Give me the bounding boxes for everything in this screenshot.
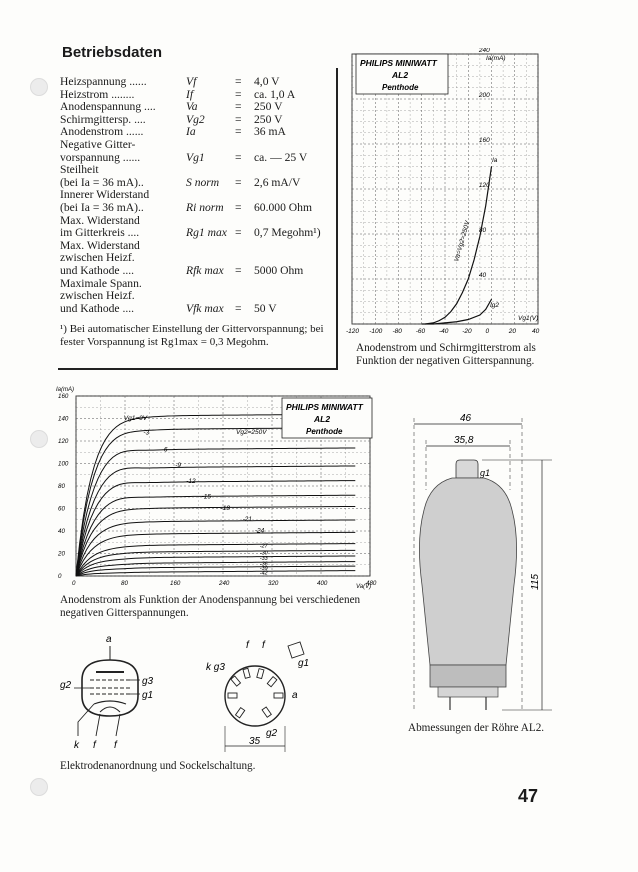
- chart2-series-label: -27: [259, 543, 268, 550]
- data-symbol: If: [186, 87, 194, 101]
- chart-anode-vs-grid: [340, 48, 540, 344]
- chart2-series-6: [76, 506, 355, 576]
- data-value: ca. 1,0 A: [254, 87, 296, 101]
- page-number: 47: [518, 786, 539, 806]
- data-label: Negative Gitter-: [60, 138, 136, 151]
- data-label: Max. Widerstand: [60, 238, 140, 252]
- chart1-brand: PHILIPS MINIWATT: [360, 58, 437, 68]
- chart2-brand: PHILIPS MINIWATT: [286, 402, 363, 412]
- chart2-xtick: 400: [317, 580, 328, 587]
- data-value: 250 V: [254, 100, 283, 114]
- electrode-arrangement-symbol: [60, 632, 160, 752]
- chart2-ytick: 100: [58, 460, 69, 468]
- socket-circle: [225, 666, 285, 726]
- punch-hole-middle: [30, 430, 48, 448]
- data-label: und Kathode ....: [60, 264, 135, 277]
- socket-f2-label: f: [262, 640, 265, 651]
- width1-label: 46: [460, 413, 472, 424]
- chart2-series-label: -6: [161, 446, 168, 454]
- chart1-point: [468, 319, 469, 320]
- electrode-k-label: k: [74, 740, 79, 751]
- data-label: Schirmgittersp. ....: [60, 112, 146, 126]
- data-label: Maximale Spann.: [60, 276, 142, 290]
- data-equals: =: [235, 75, 242, 88]
- electrodes-caption: Elektrodenanordnung und Sockelschaltung.: [60, 760, 256, 772]
- data-symbol: Vfk max: [186, 301, 224, 315]
- data-symbol: Vf: [186, 75, 197, 88]
- data-value: 0,7 Megohm¹): [254, 226, 321, 240]
- chart2-xtick: 320: [268, 580, 279, 587]
- chart2-ytick: 80: [58, 483, 65, 490]
- chart1-xtick: 40: [532, 328, 540, 335]
- data-label: Anodenspannung ....: [60, 100, 156, 114]
- height-label: 115: [530, 574, 541, 590]
- socket-g2-label: g2: [266, 728, 278, 739]
- data-equals: =: [235, 125, 242, 139]
- chart1-xtick: -60: [415, 328, 426, 335]
- chart1-grid: [352, 54, 538, 324]
- chart2-series-label: -21: [242, 516, 253, 523]
- chart1-xtick: -100: [369, 328, 383, 335]
- chart2-series-label: -15: [201, 493, 211, 501]
- data-equals: =: [235, 175, 242, 189]
- electrode-f2-label: f: [114, 740, 117, 751]
- chart1-point: [433, 323, 434, 324]
- top-cap-pin: [456, 460, 478, 478]
- chart1-point: [456, 303, 457, 304]
- chart1-point: [485, 206, 486, 207]
- socket-diagram: [200, 636, 320, 752]
- chart2-series-label: -42: [259, 570, 268, 577]
- tube-dimension-drawing: [402, 410, 562, 720]
- chart1-xtick: -20: [462, 328, 472, 335]
- dimensions-caption: Abmessungen der Röhre AL2.: [408, 722, 545, 734]
- chart1-point: [491, 166, 492, 167]
- chart1-point: [456, 321, 457, 322]
- chart1-ytick: 240: [478, 48, 490, 54]
- chart1-curve-ig2-label: Ig2: [490, 302, 500, 309]
- data-value: 50 V: [254, 301, 277, 315]
- data-equals: =: [235, 264, 242, 277]
- chart2-xtick: 160: [170, 580, 181, 587]
- chart2-series-label: -24: [254, 527, 265, 535]
- data-label: zwischen Heizf.: [60, 289, 135, 303]
- data-equals: =: [235, 226, 242, 240]
- chart2-note: Vg2=250V: [236, 429, 267, 436]
- data-symbol: Vg1: [186, 150, 205, 164]
- electrode-f1-label: f: [93, 740, 96, 751]
- data-label: vorspannung ......: [60, 150, 141, 164]
- electrode-g1-label: g1: [142, 690, 154, 701]
- socket-a-label: a: [292, 690, 298, 701]
- data-label: Max. Widerstand: [60, 213, 140, 227]
- chart1-point: [450, 311, 451, 312]
- chart1-ytick: 200: [478, 92, 490, 99]
- socket-f1-label: f: [246, 640, 249, 651]
- chart1-ylabel: Ia(mA): [486, 55, 506, 62]
- data-equals: =: [235, 150, 242, 164]
- chart1-xtick: -80: [392, 328, 402, 335]
- chart1-point: [480, 236, 481, 237]
- footnote: ¹) Bei automatischer Einstellung der Gittervorspannung; bei fester Vorspannung ist Rg1max = 0,3 Megohm.: [60, 323, 324, 348]
- chart2-xtick: 80: [121, 580, 128, 587]
- socket-dim-label: 35: [249, 736, 261, 747]
- chart1-tube: AL2: [392, 70, 409, 80]
- chart2-xtick: 240: [219, 580, 230, 587]
- data-label: und Kathode ....: [60, 301, 135, 315]
- data-symbol: Ia: [186, 125, 196, 139]
- data-label: (bei Ia = 36 mA)..: [60, 175, 144, 189]
- chart2-ytick: 120: [58, 438, 69, 445]
- data-equals: =: [235, 112, 242, 126]
- electrode-a-label: a: [106, 634, 112, 645]
- chart2-caption: Anodenstrom als Funktion der Anodenspannung bei verschiedenen negativen Gitterspannungen.: [60, 594, 361, 619]
- operating-data-table: [58, 68, 338, 370]
- chart1-xtick: -40: [439, 328, 449, 335]
- data-label: (bei Ia = 36 mA)..: [60, 201, 144, 214]
- data-value: 250 V: [254, 112, 283, 126]
- data-value: ca. — 25 V: [254, 150, 308, 164]
- data-label: Heizstrom ........: [60, 87, 135, 101]
- chart1-ytick: 120: [478, 182, 490, 189]
- data-symbol: Ri norm: [186, 201, 224, 214]
- electrode-g3-label: g3: [142, 676, 154, 687]
- chart1-point: [421, 324, 422, 325]
- pin-label: g1: [480, 468, 491, 478]
- chart1-point: [480, 315, 481, 316]
- chart2-series-14: [76, 571, 355, 576]
- chart1-point: [445, 317, 446, 318]
- data-label: Heizspannung ......: [60, 75, 147, 88]
- chart2-ytick: 20: [58, 550, 65, 558]
- chart2-series-label: -12: [186, 477, 196, 485]
- data-symbol: Rfk max: [186, 264, 224, 277]
- chart1-xtick: -120: [346, 328, 360, 335]
- chart2-tube: AL2: [314, 414, 331, 424]
- socket-g1-cap: [288, 642, 304, 658]
- data-symbol: Rg1 max: [186, 226, 227, 240]
- punch-hole-bottom: [30, 778, 48, 796]
- chart1-point: [433, 324, 434, 325]
- chart2-series-label: -18: [220, 504, 230, 512]
- data-equals: =: [235, 100, 242, 114]
- chart2-ytick: 60: [58, 505, 65, 513]
- chart1-point: [485, 309, 486, 310]
- chart2-series-10: [76, 550, 355, 576]
- chart2-xlabel: Va(V): [356, 584, 372, 590]
- data-label: Anodenstrom ......: [60, 125, 144, 139]
- chart1-point: [491, 299, 492, 300]
- chart2-ylabel: Ia(mA): [56, 387, 74, 393]
- data-equals: =: [235, 201, 242, 214]
- chart1-caption: Anodenstrom und Schirmgitterstrom als Funktion der negativen Gitterspannung.: [356, 342, 536, 367]
- data-symbol: Va: [186, 100, 198, 114]
- data-symbol: S norm: [186, 175, 220, 189]
- chart1-xlabel: Vg1(V): [518, 315, 539, 322]
- chart1-xtick: 0: [485, 328, 490, 335]
- chart2-ytick: 160: [58, 393, 69, 400]
- chart1-xtick: 20: [508, 328, 516, 335]
- chart1-point: [462, 292, 463, 293]
- socket-g1-label: g1: [298, 658, 310, 669]
- chart2-xtick: 0: [72, 580, 76, 587]
- chart2-ytick: 140: [58, 415, 69, 423]
- chart2-xtick: 480: [366, 580, 377, 587]
- chart1-point: [439, 320, 440, 321]
- chart2-ytick: 40: [58, 528, 65, 535]
- electrode-g2-label: g2: [60, 680, 72, 691]
- data-equals: =: [235, 87, 242, 101]
- chart1-ytick: 160: [478, 137, 490, 144]
- data-label: Innerer Widerstand: [60, 188, 150, 202]
- tube-base: [430, 665, 506, 687]
- data-equals: =: [235, 301, 242, 315]
- chart2-series-label: -36: [259, 561, 268, 568]
- chart2-series-label: -33: [259, 556, 268, 562]
- chart1-point: [445, 323, 446, 324]
- data-value: 36 mA: [254, 125, 286, 139]
- chart2-series-label: -39: [259, 566, 268, 573]
- data-value: 60.000 Ohm: [254, 201, 312, 214]
- chart1-curve-note: Va=Vg2=250V: [453, 220, 472, 263]
- chart-anode-vs-anode-voltage: [56, 384, 378, 594]
- chart2-kind: Penthode: [306, 427, 343, 436]
- data-label: Steilheit: [60, 163, 99, 177]
- punch-hole-top: [30, 78, 48, 96]
- chart1-ytick: 80: [478, 227, 487, 234]
- chart2-ytick: 0: [58, 573, 62, 580]
- data-symbol: Vg2: [186, 112, 205, 126]
- chart2-series-label: Vg1=0V: [123, 414, 148, 422]
- page-title: Betriebsdaten: [62, 44, 163, 61]
- chart2-series-label: -3: [143, 429, 150, 437]
- chart1-point: [468, 279, 469, 280]
- chart1-ytick: 40: [478, 272, 487, 279]
- chart2-series-label: -30: [259, 550, 268, 557]
- chart2-series-label: -9: [175, 462, 182, 469]
- glass-bulb: [419, 478, 516, 665]
- data-label: im Gitterkreis ....: [60, 226, 140, 240]
- width2-label: 35,8: [454, 435, 474, 446]
- data-value: 4,0 V: [254, 75, 280, 88]
- data-value: 5000 Ohm: [254, 264, 304, 277]
- chart1-kind: Penthode: [382, 83, 419, 92]
- data-value: 2,6 mA/V: [254, 175, 301, 189]
- socket-kg3-label: k g3: [206, 662, 225, 673]
- chart1-curve-ia-label: Ia: [492, 157, 498, 164]
- data-label: zwischen Heizf.: [60, 251, 135, 265]
- chart1-point: [474, 260, 475, 261]
